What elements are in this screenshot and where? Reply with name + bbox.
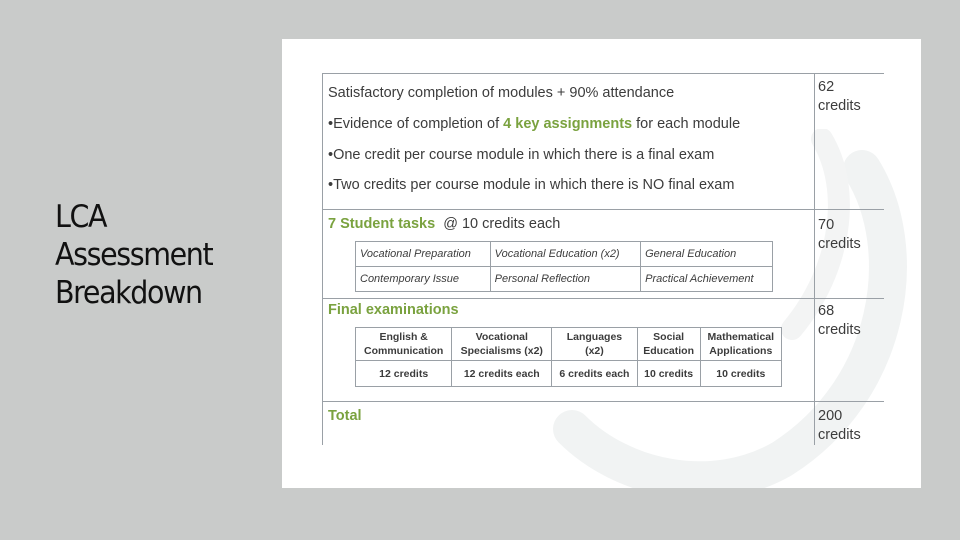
exam-header-cell	[637, 328, 700, 361]
assessment-table-image	[282, 39, 921, 488]
row2-credits	[818, 216, 861, 254]
table-rule-top	[322, 73, 884, 74]
table-row	[356, 328, 782, 361]
student-tasks-grid	[355, 241, 773, 292]
task-cell: Personal Reflection	[490, 267, 640, 292]
row2-credits-number: 70	[818, 217, 835, 233]
exam-header-cell	[552, 328, 637, 361]
exam-header-line: Mathematical	[707, 331, 775, 343]
exam-credit-cell: 6 credits each	[552, 361, 637, 387]
table-column-divider	[814, 73, 815, 445]
exam-header-line: Communication	[364, 345, 444, 357]
bullet-key-assignments	[328, 116, 740, 132]
final-exams-grid	[355, 327, 782, 387]
student-tasks-highlight: 7 Student tasks	[328, 216, 436, 232]
row1-credits-word: credits	[818, 98, 861, 114]
row1-credits	[818, 78, 861, 116]
credits-table	[322, 73, 884, 445]
table-rule-row4	[322, 401, 884, 402]
total-credits-number: 200	[818, 408, 843, 424]
exam-header-cell	[452, 328, 552, 361]
bullet-key-assignments-pre: •Evidence of completion of	[328, 116, 504, 132]
exam-header-cell	[356, 328, 452, 361]
table-rule-row2	[322, 209, 884, 210]
exam-credit-cell: 10 credits	[637, 361, 700, 387]
slide-title-line-2: Assessment	[55, 237, 213, 273]
total-credits	[818, 407, 861, 445]
total-heading: Total	[328, 408, 362, 424]
bullet-final-exam: •One credit per course module in which there is a final exam	[328, 147, 715, 163]
task-cell: Practical Achievement	[641, 267, 773, 292]
exam-header-line: Specialisms (x2)	[460, 345, 543, 357]
task-cell: Vocational Preparation	[356, 242, 491, 267]
table-row	[356, 242, 773, 267]
slide-title-line-1: LCA	[55, 199, 107, 235]
row3-credits-word: credits	[818, 322, 861, 338]
bullet-key-assignments-post: for each module	[632, 116, 741, 132]
exam-header-line: Social	[653, 331, 685, 343]
slide-title	[55, 198, 239, 312]
student-tasks-heading	[328, 216, 560, 232]
table-row	[356, 361, 782, 387]
student-tasks-rate: @ 10 credits each	[443, 216, 561, 232]
exam-header-cell	[700, 328, 781, 361]
table-rule-row3	[322, 298, 884, 299]
exam-header-line: (x2)	[585, 345, 604, 357]
task-cell: Vocational Education (x2)	[490, 242, 640, 267]
table-left-border	[322, 73, 323, 445]
modules-heading: Satisfactory completion of modules + 90% attendance	[328, 85, 675, 101]
table-row	[356, 267, 773, 292]
row3-credits	[818, 302, 861, 340]
task-cell: General Education	[641, 242, 773, 267]
exam-credit-cell: 12 credits each	[452, 361, 552, 387]
exam-header-line: Vocational	[475, 331, 528, 343]
key-assignments-highlight: 4 key assignments	[503, 116, 633, 132]
row1-credits-number: 62	[818, 79, 835, 95]
exam-header-line: Applications	[709, 345, 773, 357]
exam-credit-cell: 12 credits	[356, 361, 452, 387]
row2-credits-word: credits	[818, 236, 861, 252]
exam-header-line: Education	[643, 345, 695, 357]
exam-header-line: English &	[379, 331, 428, 343]
row3-credits-number: 68	[818, 303, 835, 319]
bullet-no-final-exam: •Two credits per course module in which there is NO final exam	[328, 177, 735, 193]
total-credits-word: credits	[818, 427, 861, 443]
exam-credit-cell: 10 credits	[700, 361, 781, 387]
final-exams-heading: Final examinations	[328, 302, 459, 318]
task-cell: Contemporary Issue	[356, 267, 491, 292]
exam-header-line: Languages	[566, 331, 623, 343]
slide-title-line-3: Breakdown	[55, 275, 202, 311]
